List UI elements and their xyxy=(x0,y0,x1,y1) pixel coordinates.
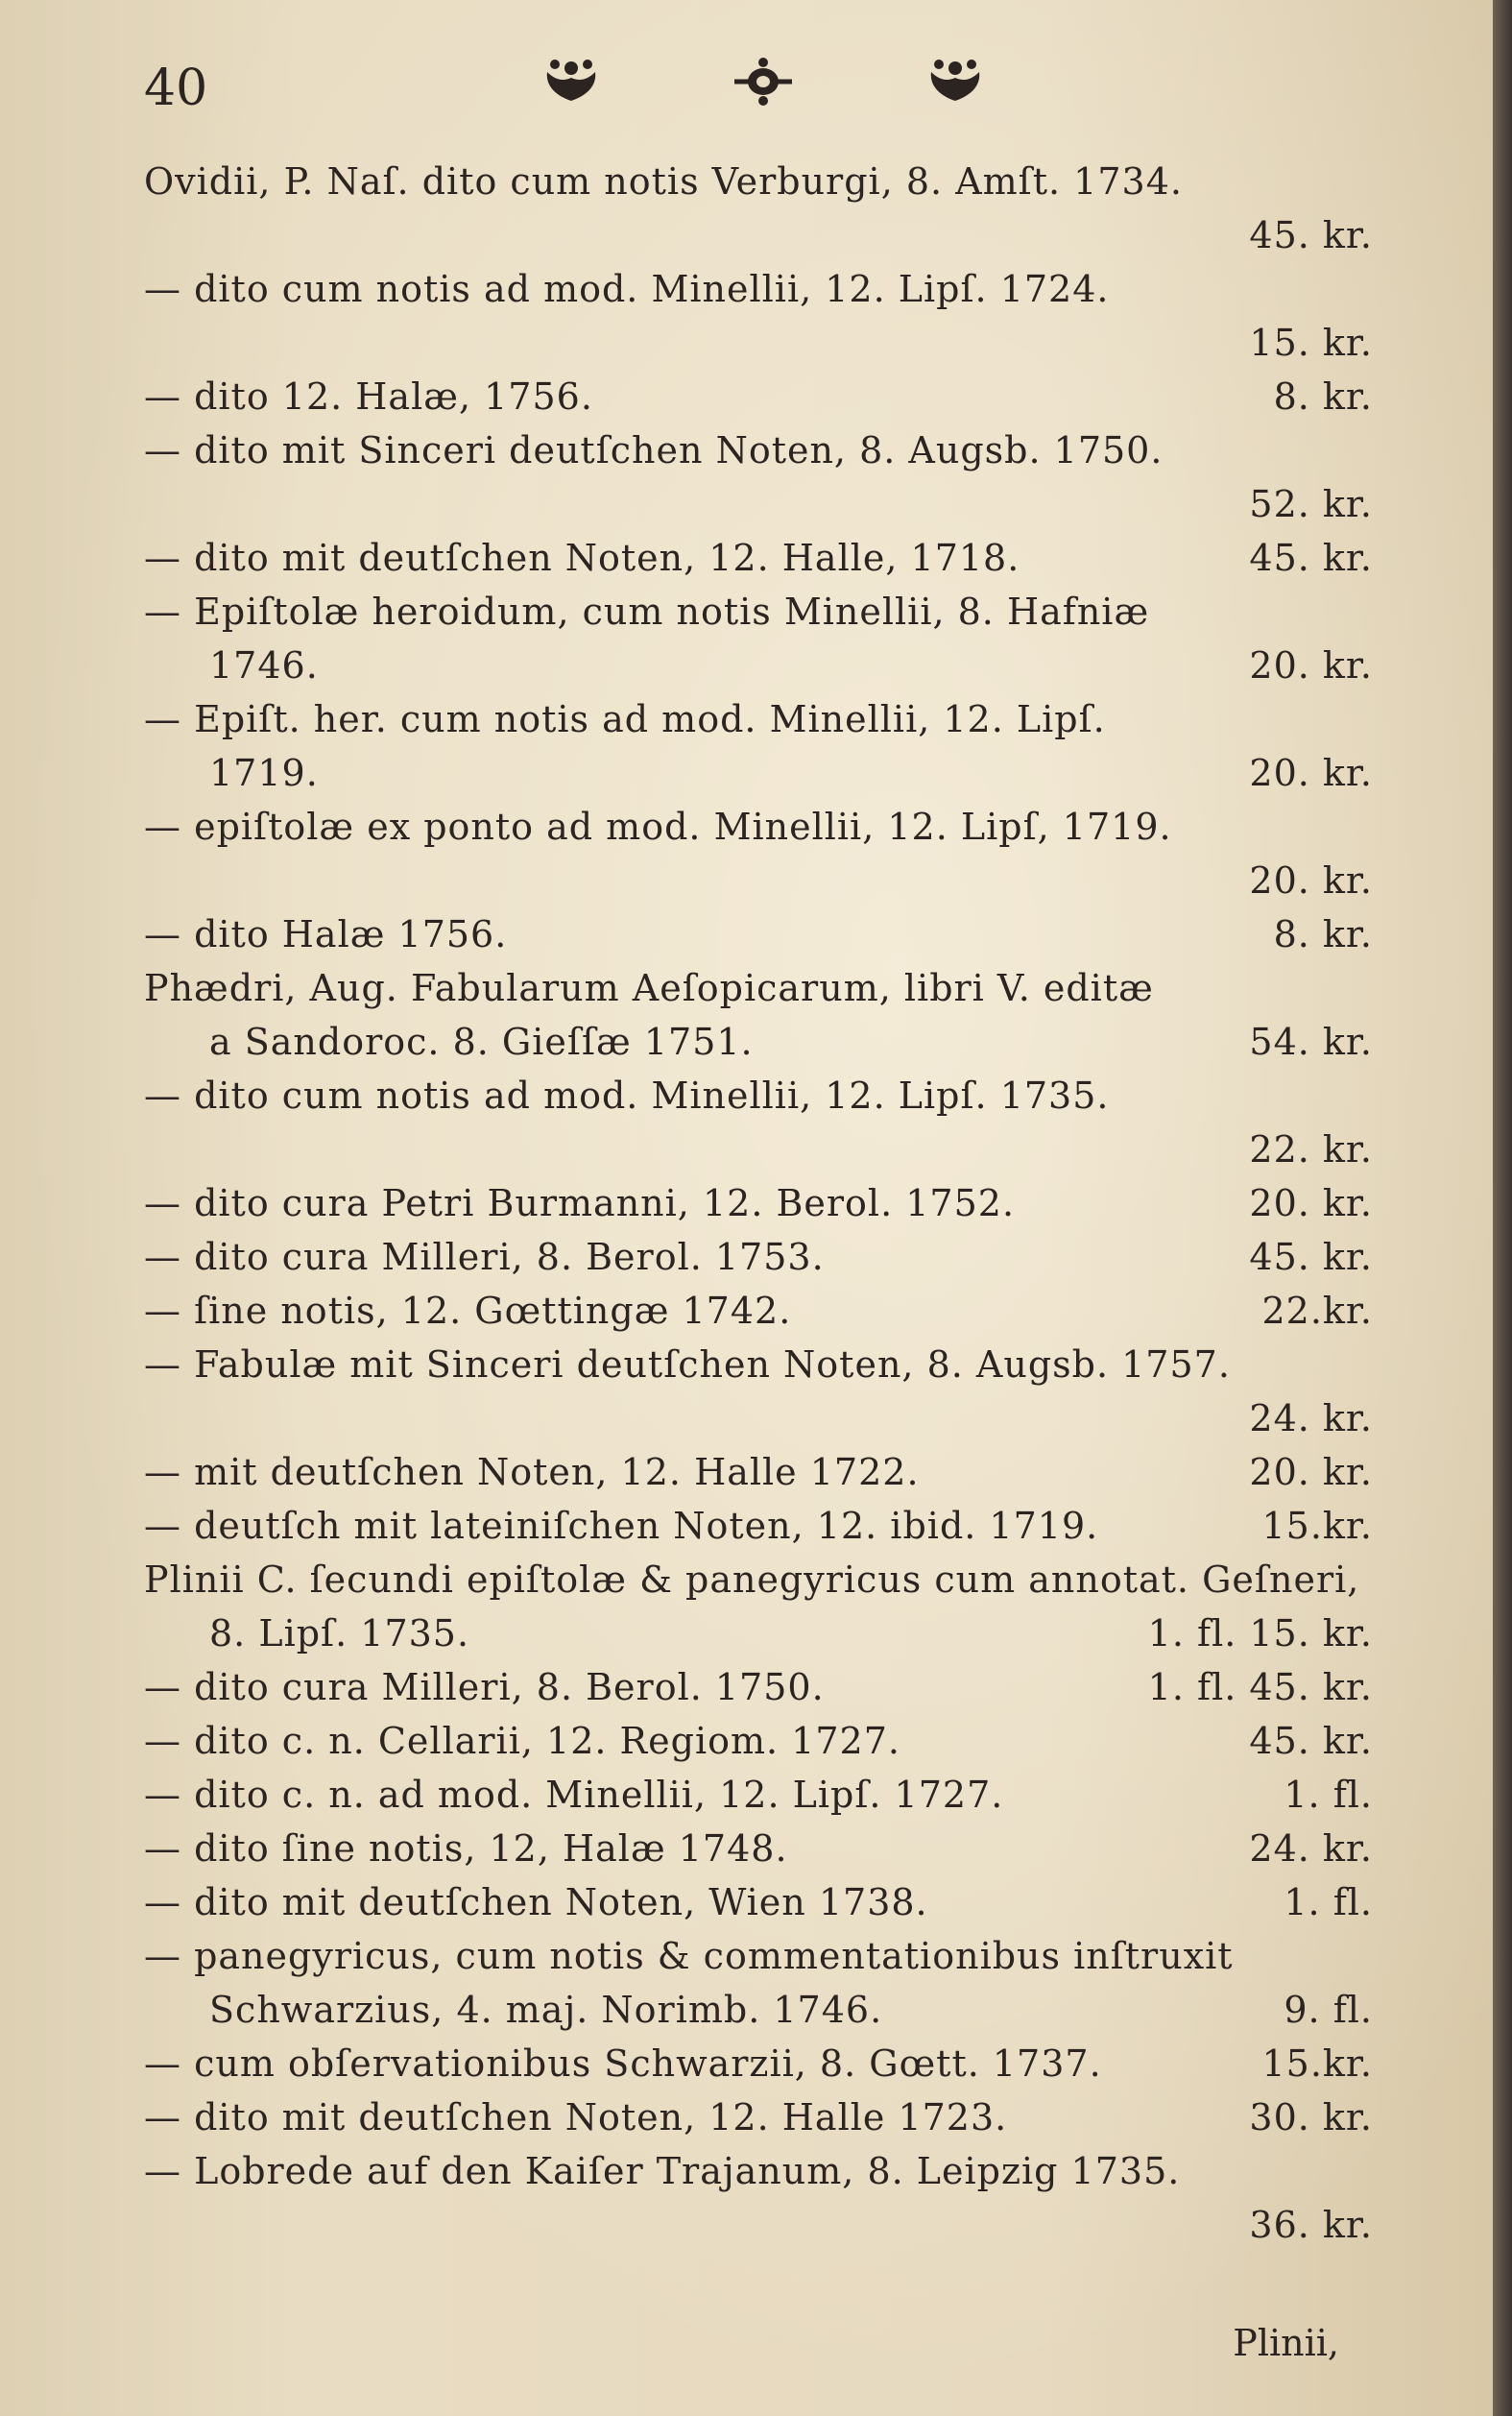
catchword: Plinii, xyxy=(1233,2322,1339,2364)
catalog-line xyxy=(144,586,1373,638)
entry-price: 1. fl. xyxy=(1284,1774,1373,1816)
catalog-line xyxy=(144,532,1373,584)
catalog-line xyxy=(144,1446,1373,1498)
entry-text: Plinii C. ſecundi epiſtolæ & panegyricus cum annotat. Geſneri, xyxy=(144,1558,1360,1601)
catalog-line xyxy=(144,855,1373,906)
entry-text: — dito ſine notis, 12, Halæ 1748. xyxy=(144,1827,788,1870)
entry-price: 22.kr. xyxy=(1261,1290,1373,1332)
entry-price: 36. kr. xyxy=(1249,2204,1373,2246)
catalog-line xyxy=(144,1930,1373,1982)
entry-text: 1719. xyxy=(209,752,319,794)
entry-price: 9. fl. xyxy=(1284,1989,1373,2031)
entry-text: — dito mit deutſchen Noten, 12. Halle 1723. xyxy=(144,2096,1008,2138)
entry-price: 45. kr. xyxy=(1249,537,1373,579)
catalog-line xyxy=(144,2091,1373,2143)
entry-price: 8. kr. xyxy=(1273,375,1373,418)
catalog-line xyxy=(144,371,1373,423)
catalog-line xyxy=(144,1876,1373,1928)
entry-price: 20. kr. xyxy=(1249,1182,1373,1224)
catalog-line xyxy=(144,1500,1373,1552)
catalog-line xyxy=(144,1554,1373,1606)
entry-text: — dito cum notis ad mod. Minellii, 12. Lipſ. 1735. xyxy=(144,1075,1110,1117)
entry-text: 1746. xyxy=(209,644,319,687)
entry-text: 8. Lipſ. 1735. xyxy=(209,1612,470,1655)
catalog-line xyxy=(144,1769,1373,1821)
page-number: 40 xyxy=(144,60,208,117)
entry-price: 20. kr. xyxy=(1249,752,1373,794)
catalog-line xyxy=(209,1016,1373,1068)
entry-text: Phædri, Aug. Fabularum Aeſopicarum, libri V. editæ xyxy=(144,967,1154,1009)
entry-text: a Sandoroc. 8. Gieſſæ 1751. xyxy=(209,1021,754,1063)
catalog-line xyxy=(144,1661,1373,1713)
catalog-line xyxy=(144,908,1373,960)
entry-text: — dito c. n. Cellarii, 12. Regiom. 1727. xyxy=(144,1720,900,1762)
catalog-line xyxy=(144,156,1373,207)
entry-text: Ovidii, P. Naſ. dito cum notis Verburgi, 8. Amſt. 1734. xyxy=(144,160,1183,203)
fleuron-icon xyxy=(730,53,797,110)
catalog-line xyxy=(144,1285,1373,1337)
entry-price: 15.kr. xyxy=(1261,2042,1373,2085)
entry-text: — cum obſervationibus Schwarzii, 8. Gœtt. 1737. xyxy=(144,2042,1102,2085)
catalog-line xyxy=(144,2145,1373,2197)
entry-text: — ſine notis, 12. Gœttingæ 1742. xyxy=(144,1290,792,1332)
entry-price: 1. fl. xyxy=(1284,1881,1373,1923)
entry-text: — Fabulæ mit Sinceri deutſchen Noten, 8. Augsb. 1757. xyxy=(144,1343,1231,1386)
entry-text: — dito mit deutſchen Noten, 12. Halle, 1718. xyxy=(144,537,1020,579)
fleuron-icon xyxy=(922,53,989,110)
catalog-line xyxy=(209,747,1373,799)
entry-text: — dito cum notis ad mod. Minellii, 12. Lipſ. 1724. xyxy=(144,268,1110,310)
catalog-line xyxy=(144,317,1373,369)
entry-price: 1. fl. 45. kr. xyxy=(1147,1666,1373,1708)
catalog-line xyxy=(144,1823,1373,1874)
header-ornaments xyxy=(538,48,989,115)
catalog-line xyxy=(144,263,1373,315)
entry-price: 20. kr. xyxy=(1249,644,1373,687)
entry-text: — Lobrede auf den Kaiſer Trajanum, 8. Leipzig 1735. xyxy=(144,2150,1181,2192)
catalog-line xyxy=(144,693,1373,745)
entry-text: — panegyricus, cum notis & commentationibus inſtruxit xyxy=(144,1935,1234,1977)
entry-price: 1. fl. 15. kr. xyxy=(1147,1612,1373,1655)
entry-price: 52. kr. xyxy=(1249,483,1373,525)
entry-price: 15.kr. xyxy=(1261,1505,1373,1547)
entry-price: 24. kr. xyxy=(1249,1397,1373,1439)
entry-text: — Epiſtolæ heroidum, cum notis Minellii, 8. Hafniæ xyxy=(144,591,1150,633)
entry-text: Schwarzius, 4. maj. Norimb. 1746. xyxy=(209,1989,883,2031)
entry-text: — Epiſt. her. cum notis ad mod. Minellii, 12. Lipſ. xyxy=(144,698,1106,740)
catalog-line xyxy=(144,1070,1373,1122)
entry-text: — dito cura Milleri, 8. Berol. 1753. xyxy=(144,1236,825,1278)
entry-text: — dito mit deutſchen Noten, Wien 1738. xyxy=(144,1881,928,1923)
entry-text: — dito 12. Halæ, 1756. xyxy=(144,375,593,418)
catalog-line xyxy=(144,1339,1373,1390)
entry-text: — deutſch mit lateiniſchen Noten, 12. ibid. 1719. xyxy=(144,1505,1099,1547)
entry-text: — dito cura Milleri, 8. Berol. 1750. xyxy=(144,1666,825,1708)
entry-price: 45. kr. xyxy=(1249,1720,1373,1762)
catalog-line xyxy=(144,1123,1373,1175)
catalog-line xyxy=(144,2199,1373,2251)
entry-text: — epiſtolæ ex ponto ad mod. Minellii, 12. Lipſ, 1719. xyxy=(144,806,1172,848)
entry-price: 54. kr. xyxy=(1249,1021,1373,1063)
catalog-line xyxy=(209,640,1373,691)
catalog-line xyxy=(209,1607,1373,1659)
entry-text: — dito Halæ 1756. xyxy=(144,913,508,955)
catalog-line xyxy=(144,801,1373,853)
book-spine-edge xyxy=(1493,0,1512,2416)
catalog-line xyxy=(144,962,1373,1014)
entry-price: 15. kr. xyxy=(1249,322,1373,364)
catalog-line xyxy=(144,478,1373,530)
entry-price: 24. kr. xyxy=(1249,1827,1373,1870)
entry-price: 30. kr. xyxy=(1249,2096,1373,2138)
catalog-line xyxy=(144,1715,1373,1767)
fleuron-icon xyxy=(538,53,605,110)
catalog-line xyxy=(144,1177,1373,1229)
entry-text: — dito mit Sinceri deutſchen Noten, 8. Augsb. 1750. xyxy=(144,429,1164,471)
entry-price: 20. kr. xyxy=(1249,859,1373,902)
catalog-line xyxy=(144,2038,1373,2090)
entry-text: — dito cura Petri Burmanni, 12. Berol. 1752. xyxy=(144,1182,1016,1224)
entry-price: 8. kr. xyxy=(1273,913,1373,955)
catalog-line xyxy=(144,1392,1373,1444)
catalog-line xyxy=(144,424,1373,476)
entry-price: 45. kr. xyxy=(1249,1236,1373,1278)
entry-text: — mit deutſchen Noten, 12. Halle 1722. xyxy=(144,1451,920,1493)
entry-price: 20. kr. xyxy=(1249,1451,1373,1493)
entry-text: — dito c. n. ad mod. Minellii, 12. Lipſ. 1727. xyxy=(144,1774,1004,1816)
catalog-line xyxy=(144,209,1373,261)
catalog-line xyxy=(209,1984,1373,2036)
entry-price: 22. kr. xyxy=(1249,1128,1373,1171)
catalog-line xyxy=(144,1231,1373,1283)
entry-price: 45. kr. xyxy=(1249,214,1373,256)
